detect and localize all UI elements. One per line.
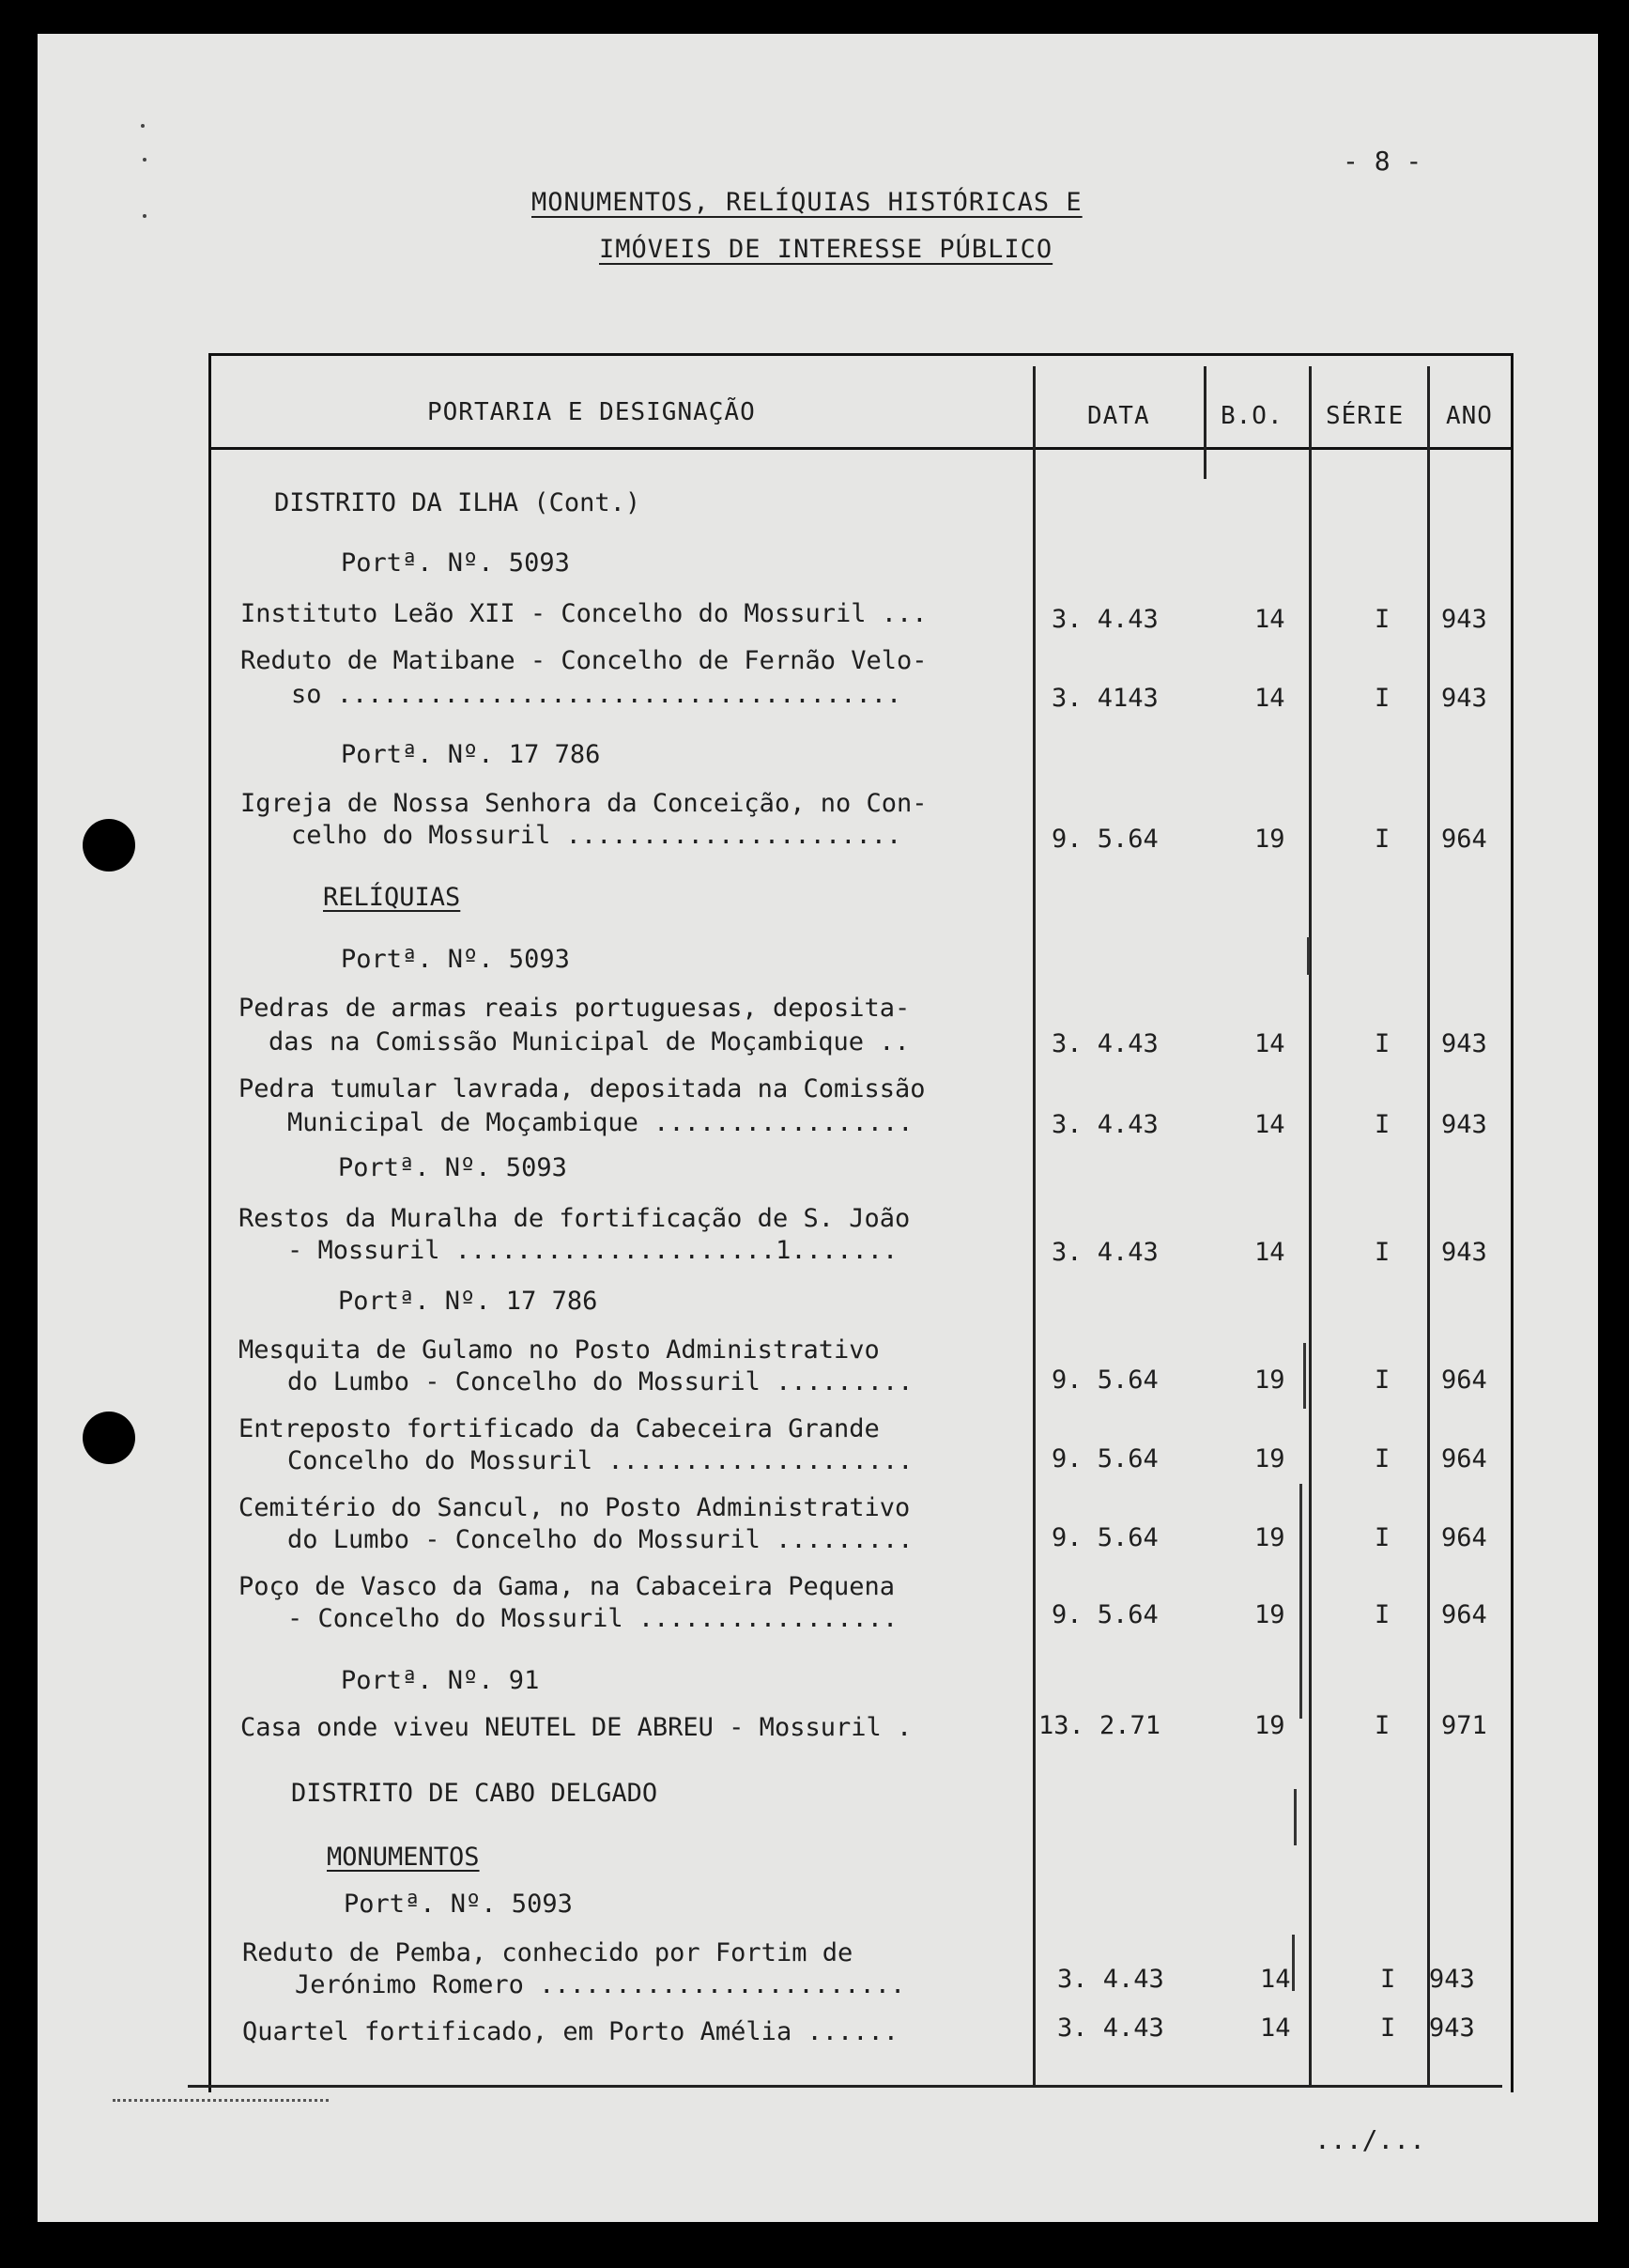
row-year: 943	[1441, 1029, 1487, 1058]
continuation-marker: .../...	[1314, 2124, 1426, 2155]
section-heading: RELÍQUIAS	[323, 883, 461, 912]
row-series: I	[1375, 1110, 1391, 1139]
row-bo: 14	[1254, 1029, 1285, 1058]
row-date: 9. 5.64	[1052, 1600, 1159, 1629]
row-date: 3. 4.43	[1052, 1110, 1159, 1139]
row-designation: Pedra tumular lavrada, depositada na Comissão	[238, 1074, 926, 1103]
row-series: I	[1375, 1711, 1391, 1740]
row-bo: 14	[1260, 2013, 1291, 2043]
row-designation: Mesquita de Gulamo no Posto Administrativo	[238, 1335, 880, 1365]
district-heading: DISTRITO DE CABO DELGADO	[291, 1779, 658, 1808]
row-series: I	[1375, 1600, 1391, 1629]
row-date: 9. 5.64	[1052, 1523, 1159, 1552]
row-year: 943	[1441, 684, 1487, 713]
portaria-label: Portª. Nº. 17 786	[338, 1287, 598, 1316]
table-bottom-rule	[188, 2085, 1502, 2088]
row-date: 9. 5.64	[1052, 825, 1159, 854]
header-series: SÉRIE	[1326, 402, 1405, 430]
row-designation-cont: Municipal de Moçambique .................	[287, 1108, 914, 1137]
column-divider-series	[1309, 366, 1312, 2085]
row-designation-cont: do Lumbo - Concelho do Mossuril .........	[287, 1367, 914, 1396]
row-designation: Instituto Leão XII - Concelho do Mossuril ...	[240, 599, 928, 628]
row-designation: Reduto de Pemba, conhecido por Fortim de	[242, 1938, 853, 1967]
row-designation-cont: - Concelho do Mossuril .................	[287, 1604, 899, 1633]
row-series: I	[1375, 1029, 1391, 1058]
row-year: 971	[1441, 1711, 1487, 1740]
row-year: 943	[1429, 2013, 1475, 2043]
row-date: 9. 5.64	[1052, 1365, 1159, 1395]
row-bo: 14	[1254, 1110, 1285, 1139]
row-designation: Casa onde viveu NEUTEL DE ABREU - Mossuril .	[240, 1713, 913, 1742]
row-date: 3. 4.43	[1052, 605, 1159, 634]
row-date: 3. 4.43	[1057, 2013, 1164, 2043]
portaria-label: Portª. Nº. 5093	[341, 548, 570, 578]
row-year: 943	[1441, 1110, 1487, 1139]
punch-hole	[83, 1412, 135, 1464]
row-bo: 19	[1254, 1523, 1285, 1552]
row-year: 964	[1441, 1444, 1487, 1473]
speck	[143, 158, 146, 162]
row-designation: Igreja de Nossa Senhora da Conceição, no Con-	[240, 789, 928, 818]
row-date: 3. 4.43	[1052, 1238, 1159, 1267]
row-series: I	[1380, 1965, 1396, 1994]
row-year: 964	[1441, 1600, 1487, 1629]
row-series: I	[1375, 1523, 1391, 1552]
row-series: I	[1375, 1444, 1391, 1473]
row-series: I	[1375, 684, 1391, 713]
row-date: 3. 4143	[1052, 684, 1159, 713]
row-year: 964	[1441, 1523, 1487, 1552]
row-bo: 19	[1254, 1600, 1285, 1629]
row-year: 943	[1429, 1965, 1475, 1994]
portaria-label: Portª. Nº. 17 786	[341, 740, 601, 769]
row-bo: 14	[1254, 605, 1285, 634]
speck	[143, 214, 146, 218]
header-date: DATA	[1087, 402, 1150, 430]
column-divider-bo	[1204, 366, 1206, 479]
portaria-label: Portª. Nº. 5093	[341, 945, 570, 974]
row-bo: 19	[1254, 1444, 1285, 1473]
row-designation: Entreposto fortificado da Cabeceira Grande	[238, 1414, 880, 1443]
row-designation: Poço de Vasco da Gama, na Cabaceira Pequena	[238, 1572, 895, 1601]
punch-hole	[83, 819, 135, 872]
row-designation: Pedras de armas reais portuguesas, deposita-	[238, 994, 911, 1023]
row-bo: 14	[1254, 684, 1285, 713]
row-designation: Reduto de Matibane - Concelho de Fernão Velo-	[240, 646, 928, 675]
tick-mark	[1303, 1343, 1306, 1409]
header-designation: PORTARIA E DESIGNAÇÃO	[427, 398, 756, 426]
row-series: I	[1375, 1238, 1391, 1267]
row-year: 943	[1441, 1238, 1487, 1267]
row-designation: Quartel fortificado, em Porto Amélia ......	[242, 2017, 899, 2046]
header-divider	[208, 447, 1514, 450]
portaria-label: Portª. Nº. 91	[341, 1666, 540, 1695]
portaria-label: Portª. Nº. 5093	[338, 1153, 567, 1182]
table-bottom-dash	[113, 2099, 329, 2102]
row-designation: Restos da Muralha de fortificação de S. João	[238, 1204, 911, 1233]
row-designation-cont: Concelho do Mossuril ....................	[287, 1446, 914, 1475]
header-bo: B.O.	[1221, 402, 1283, 430]
row-series: I	[1375, 605, 1391, 634]
tick-mark	[1307, 937, 1310, 975]
column-divider-date	[1033, 366, 1036, 2085]
row-designation-cont: celho do Mossuril ......................	[291, 821, 902, 850]
row-bo: 14	[1254, 1238, 1285, 1267]
district-heading: DISTRITO DA ILHA (Cont.)	[274, 488, 641, 517]
row-date: 9. 5.64	[1052, 1444, 1159, 1473]
document-title-line-2: IMÓVEIS DE INTERESSE PÚBLICO	[599, 235, 1053, 264]
row-bo: 19	[1254, 1365, 1285, 1395]
row-bo: 19	[1254, 1711, 1285, 1740]
portaria-label: Portª. Nº. 5093	[344, 1890, 573, 1919]
document-title-line-1: MONUMENTOS, RELÍQUIAS HISTÓRICAS E	[531, 188, 1083, 217]
row-designation-cont: das na Comissão Municipal de Moçambique ..	[269, 1027, 910, 1057]
row-designation-cont: - Mossuril .....................1.......	[287, 1236, 899, 1265]
header-year: ANO	[1446, 402, 1493, 430]
speck	[141, 124, 145, 128]
column-divider-year	[1427, 366, 1430, 2085]
tick-mark	[1292, 1935, 1295, 1991]
row-designation: Cemitério do Sancul, no Posto Administrativo	[238, 1493, 911, 1522]
page-number: - 8 -	[1343, 146, 1422, 177]
row-bo: 14	[1260, 1965, 1291, 1994]
row-series: I	[1375, 825, 1391, 854]
row-year: 964	[1441, 825, 1487, 854]
tick-mark	[1294, 1789, 1297, 1845]
section-heading: MONUMENTOS	[327, 1843, 480, 1872]
row-bo: 19	[1254, 825, 1285, 854]
row-year: 964	[1441, 1365, 1487, 1395]
row-date: 3. 4.43	[1052, 1029, 1159, 1058]
row-date: 13. 2.71	[1038, 1711, 1161, 1740]
row-designation-cont: so .....................................	[291, 680, 902, 709]
tick-mark	[1299, 1484, 1302, 1719]
row-series: I	[1375, 1365, 1391, 1395]
row-series: I	[1380, 2013, 1396, 2043]
row-designation-cont: do Lumbo - Concelho do Mossuril .........	[287, 1525, 914, 1554]
row-year: 943	[1441, 605, 1487, 634]
row-designation-cont: Jerónimo Romero ........................	[295, 1970, 906, 1999]
row-date: 3. 4.43	[1057, 1965, 1164, 1994]
